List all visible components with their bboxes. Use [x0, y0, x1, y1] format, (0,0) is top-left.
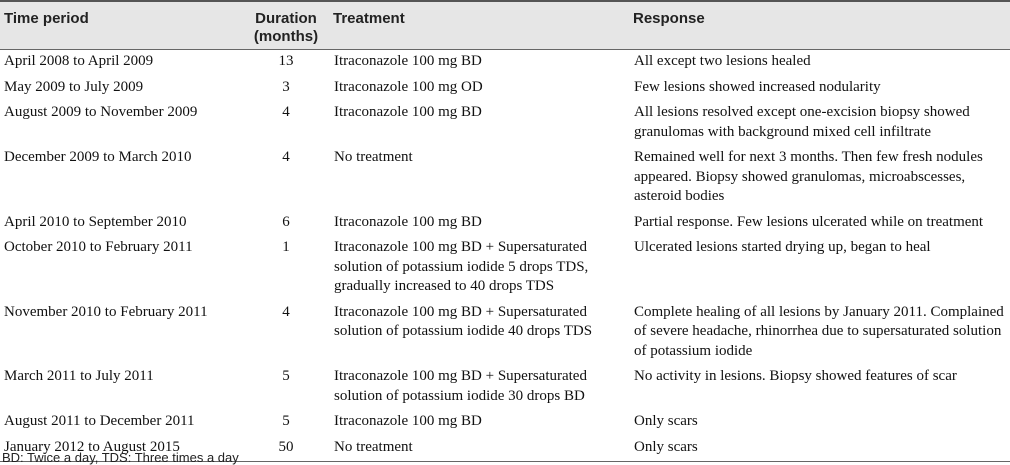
cell-treatment: Itraconazole 100 mg BD [334, 53, 482, 69]
cell-period: April 2010 to September 2010 [4, 213, 187, 230]
cell-treatment: Itraconazole 100 mg BD [334, 213, 482, 230]
table-row [0, 301, 1010, 366]
table-row [0, 236, 1010, 301]
cell-response: Ulcerated lesions started drying up, began to heal [634, 239, 931, 255]
cell-duration: 5 [282, 368, 290, 384]
cell-period: November 2010 to February 2011 [4, 303, 208, 320]
cell-period: December 2009 to March 2010 [4, 149, 192, 165]
table-row [0, 410, 1010, 436]
cell-duration: 1 [282, 239, 290, 255]
header-treatment: Treatment [329, 1, 629, 50]
cell-treatment: Itraconazole 100 mg BD [334, 104, 482, 120]
cell-treatment: No treatment [329, 436, 629, 462]
cell-treatment: Itraconazole 100 mg OD [334, 78, 483, 95]
table-footnote: BD: Twice a day, TDS: Three times a day [2, 450, 239, 465]
table-row [0, 101, 1010, 146]
table-row [0, 211, 1010, 237]
cell-response: All except two lesions healed [634, 53, 811, 69]
header-duration [243, 1, 329, 50]
table-row [0, 50, 1010, 76]
cell-period: May 2009 to July 2009 [4, 78, 144, 95]
cell-period: August 2009 to November 2009 [4, 104, 198, 120]
cell-response: All lesions resolved except one-excision biopsy showed granulomas with background mixed cell infiltrate [634, 104, 970, 140]
cell-period: March 2011 to July 2011 [4, 368, 154, 384]
cell-period: October 2010 to February 2011 [4, 239, 193, 255]
cell-response: Complete healing of all lesions by January 2011. Complained of severe headache, rhinorrhea due to supersaturated solution of potassium iodide [634, 303, 1004, 359]
header-time-period: Time period [0, 1, 243, 50]
cell-period: January 2012 to August 2015 [0, 436, 243, 462]
cell-duration: 3 [282, 78, 290, 95]
cell-treatment: Itraconazole 100 mg BD + Supersaturated solution of potassium iodide 40 drops TDS [334, 303, 593, 339]
cell-duration: 5 [282, 413, 290, 429]
cell-treatment: No treatment [334, 149, 413, 165]
table-row [0, 76, 1010, 102]
cell-response: Partial response. Few lesions ulcerated while on treatment [634, 213, 984, 230]
cell-duration: 4 [282, 104, 290, 120]
header-duration-label: Duration (months) [253, 10, 319, 45]
table-header-row [0, 1, 1010, 50]
cell-response: Only scars [629, 436, 1010, 462]
cell-treatment: Itraconazole 100 mg BD [334, 413, 482, 429]
cell-duration: 6 [282, 213, 290, 230]
cell-duration: 4 [282, 149, 290, 165]
table-row [0, 365, 1010, 410]
table-row [0, 146, 1010, 211]
cell-period: April 2008 to April 2009 [4, 53, 154, 69]
cell-response: Few lesions showed increased nodularity [634, 78, 881, 95]
header-response: Response [629, 1, 1010, 50]
cell-response: No activity in lesions. Biopsy showed features of scar [634, 368, 957, 384]
cell-response: Remained well for next 3 months. Then few fresh nodules appeared. Biopsy showed granulomas, microabscesses, asteroid bodies [634, 149, 983, 204]
cell-duration: 13 [278, 53, 294, 69]
cell-response: Only scars [634, 413, 698, 429]
cell-treatment: Itraconazole 100 mg BD + Supersaturated solution of potassium iodide 5 drops TDS, gradually increased to 40 drops TDS [334, 239, 589, 294]
cell-duration: 50 [243, 436, 329, 462]
cell-period: August 2011 to December 2011 [4, 413, 195, 429]
cell-treatment: Itraconazole 100 mg BD + Supersaturated solution of potassium iodide 30 drops BD [334, 368, 587, 404]
cell-duration: 4 [282, 303, 290, 320]
